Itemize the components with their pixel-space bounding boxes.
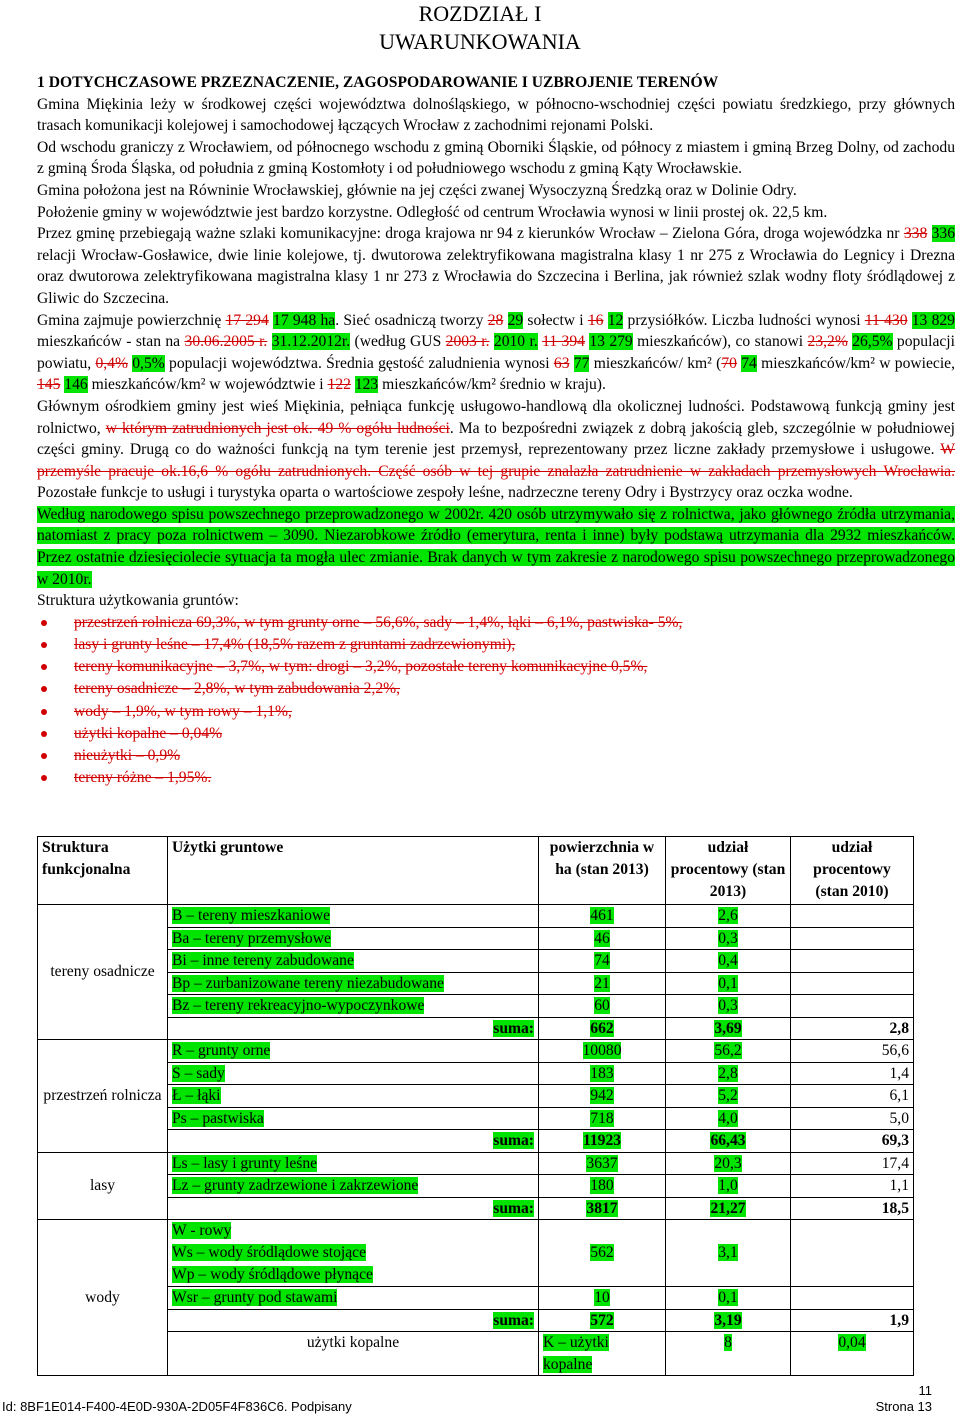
table-row: Bi – inne tereny zabudowane 74 0,4 (38, 950, 914, 973)
deleted-text: 338 (903, 225, 928, 243)
table-row: Lz – grunty zadrzewione i zakrzewione 180 1,0 1,1 (38, 1175, 914, 1198)
list-item: tereny komunikacyjne – 3,7%, w tym: drogi – 3,2%, pozostałe tereny komunikacyjne 0,5%, (37, 656, 955, 678)
paragraph-geography: Gmina położona jest na Równinie Wrocławskiej, głównie na jej części zwanej Wysoczyzną Średzką oraz w Dolinie Odry. (37, 181, 797, 199)
deleted-land-use-list (37, 612, 955, 790)
page-label: Strona 13 (875, 1399, 932, 1414)
table-row: Ps – pastwiska 718 4,0 5,0 (38, 1107, 914, 1130)
table-sum-row: suma: 662 3,69 2,8 (38, 1017, 914, 1040)
land-use-table (37, 836, 914, 1376)
inserted-text: 336 (931, 225, 955, 243)
table-row: wody W - rowy Ws – wody śródlądowe stojące Wp – wody śródlądowe płynące 562 3,1 (38, 1220, 914, 1287)
section-heading: 1 DOTYCHCZASOWE PRZEZNACZENIE, ZAGOSPODAROWANIE I UZBROJENIE TERENÓW (37, 74, 719, 91)
list-item: tereny osadnicze – 2,8%, w tym zabudowania 2,2%, (37, 678, 955, 700)
document-id-footer: Id: 8BF1E014-F400-4E0D-930A-2D05F4F836C6. Podpisany (2, 1399, 352, 1414)
paragraph-population: Gmina zajmuje powierzchnię 17 294 17 948 ha. Sieć osadniczą tworzy 28 29 sołectw i 16 12 przysiółków. Liczba ludności wynosi 11 430 13 829 mieszkańców - stan na 30.06.2005 r. 31.12.2012r. (według GUS 2003 r. 2010 r. 11 394 13 279 mieszkańców), co stanowi 23,2% 26,5% populacji powiatu, 0,4% 0,5% populacji województwa. Średnia gęstość zaludnienia wynosi 63 77 mieszkańców/ km² (70 74 mieszkańców/km² w powiecie, 145 146 mieszkańców/km² w województwie i 122 123 mieszkańców/km² średnio w kraju). (37, 311, 955, 394)
table-row: Ba – tereny przemysłowe 46 0,3 (38, 927, 914, 950)
header-cell: udział procentowy (stan 2010) (791, 837, 914, 905)
table-row: tereny osadnicze B – tereny mieszkaniowe 461 2,6 (38, 905, 914, 928)
table-sum-row: suma: 11923 66,43 69,3 (38, 1130, 914, 1153)
paragraph-distance: Położenie gminy w województwie jest bardzo korzystne. Odległość od centrum Wrocławia wynosi w linii prostej ok. 22,5 km. (37, 203, 828, 221)
group-cell: wody (38, 1220, 168, 1376)
header-cell: powierzchnia w ha (stan 2013) (539, 837, 666, 905)
chapter-subtitle: UWARUNKOWANIA (379, 29, 581, 54)
table-row: przestrzeń rolnicza R – grunty orne 10080 56,2 56,6 (38, 1040, 914, 1063)
table-sum-row: suma: 572 3,19 1,9 (38, 1309, 914, 1332)
table-header-row (38, 837, 914, 905)
chapter-title: ROZDZIAŁ I (418, 1, 542, 26)
group-cell: lasy (38, 1152, 168, 1220)
table-row: Wsr – grunty pod stawami 10 0,1 (38, 1287, 914, 1310)
header-cell: Użytki gruntowe (168, 837, 539, 905)
paragraph-land-use-label: Struktura użytkowania gruntów: (37, 592, 239, 610)
paragraph-functions: Głównym ośrodkiem gminy jest wieś Miękinia, pełniąca funkcję usługowo-handlową dla okolicznej ludności. Podstawową funkcją gminy jest rolnictwo, w którym zatrudnionych jest ok. 49 % ogółu ludności. Ma to bezpośredni związek z dobrą jakością gleb, szczególnie w południowej części gminy. Drugą co do ważności funkcją na tym terenie jest przemysł, reprezentowany przez liczne zakłady przemysłowe i usługowe. W przemyśle pracuje ok.16,6 % ogółu zatrudnionych. Część osób w tej grupie znalazła zatrudnienie w zakładach przemysłowych Wrocławia. Pozostałe funkcje to usługi i turystyka oparta o wartościowe zespoły leśne, nadrzeczne tereny Odry i Bystrzycy oraz oczka wodne. (37, 397, 955, 502)
group-cell: przestrzeń rolnicza (38, 1040, 168, 1153)
paragraph-transport: Przez gminę przebiegają ważne szlaki komunikacyjne: droga krajowa nr 94 z kierunków Wrocław – Zielona Góra, droga wojewódzka nr 338 336 relacji Wrocław-Gosławice, dwie linie kolejowe, tj. dwutorowa zelektryfikowana magistralna klasy 1 nr 275 z Wrocławia do Legnicy i Drezna oraz dwutorowa zelektryfikowana magistralna klasy 1 nr 273 z Wrocławia do Szczecina i Berlina, jak również szlak wodny floty śródlądowej z Gliwic do Szczecina. (37, 225, 955, 307)
page-number: 11 (918, 1383, 932, 1398)
list-item: wody – 1,9%, w tym rowy – 1,1%, (37, 701, 955, 723)
paragraph-location: Gmina Miękinia leży w środkowej części województwa dolnośląskiego, w północno-wschodniej części powiatu średzkiego, przy głównych trasach komunikacji kolejowej i samochodowej łączących Wrocław z zachodnimi rejonami Polski. (37, 95, 955, 135)
table-row: Bp – zurbanizowane tereny niezabudowane 21 0,1 (38, 972, 914, 995)
group-cell: użytki kopalne (168, 1332, 539, 1376)
list-item: nieużytki – 0,9% (37, 745, 955, 767)
table-row: Bz – tereny rekreacyjno-wypoczynkowe 60 0,3 (38, 995, 914, 1018)
table-row: użytki kopalne K – użytki kopalne 8 0,04 (38, 1332, 914, 1376)
document-body (37, 72, 955, 789)
group-cell: tereny osadnicze (38, 905, 168, 1040)
list-item: tereny różne – 1,95%. (37, 767, 955, 789)
list-item: użytki kopalne – 0,04% (37, 723, 955, 745)
list-item: przestrzeń rolnicza 69,3%, w tym grunty orne – 56,6%, sady – 1,4%, łąki – 6,1%, pastwiska- 5%, (37, 612, 955, 634)
header-cell: Struktura funkcjonalna (38, 837, 168, 905)
paragraph-borders: Od wschodu graniczy z Wrocławiem, od północnego wschodu z gminą Oborniki Śląskie, od północy z miastem i gminą Brzeg Dolny, od zachodu z gminą Środa Śląska, od południa z gminą Kostomłoty i od południowego wschodu z gminą Kąty Wrocławskie. (37, 138, 955, 178)
paragraph-census (37, 504, 955, 590)
highlighted-text: Według narodowego spisu powszechnego przeprowadzonego w 2002r. 420 osób utrzymywało się z rolnictwa, jako głównego źródła utrzymania, natomiast z pracy poza rolnictwem – 3090. Niezarobkowe źródło (emerytura, renta i inne) były podstawą utrzymania dla 2932 mieszkańców. Przez ostatnie dziesięciolecie sytuacja ta mogła ulec zmianie. Brak danych w tym zakresie z narodowego spisu powszechnego przeprowadzonego w 2010r. (37, 505, 955, 588)
list-item: lasy i grunty leśne – 17,4% (18,5% razem z gruntami zadrzewionymi), (37, 634, 955, 656)
table-row: Ł – łąki 942 5,2 6,1 (38, 1085, 914, 1108)
table-sum-row: suma: 3817 21,27 18,5 (38, 1197, 914, 1220)
table-row: S – sady 183 2,8 1,4 (38, 1062, 914, 1085)
table-row: lasy Ls – lasy i grunty leśne 3637 20,3 17,4 (38, 1152, 914, 1175)
header-cell: udział procentowy (stan 2013) (666, 837, 791, 905)
